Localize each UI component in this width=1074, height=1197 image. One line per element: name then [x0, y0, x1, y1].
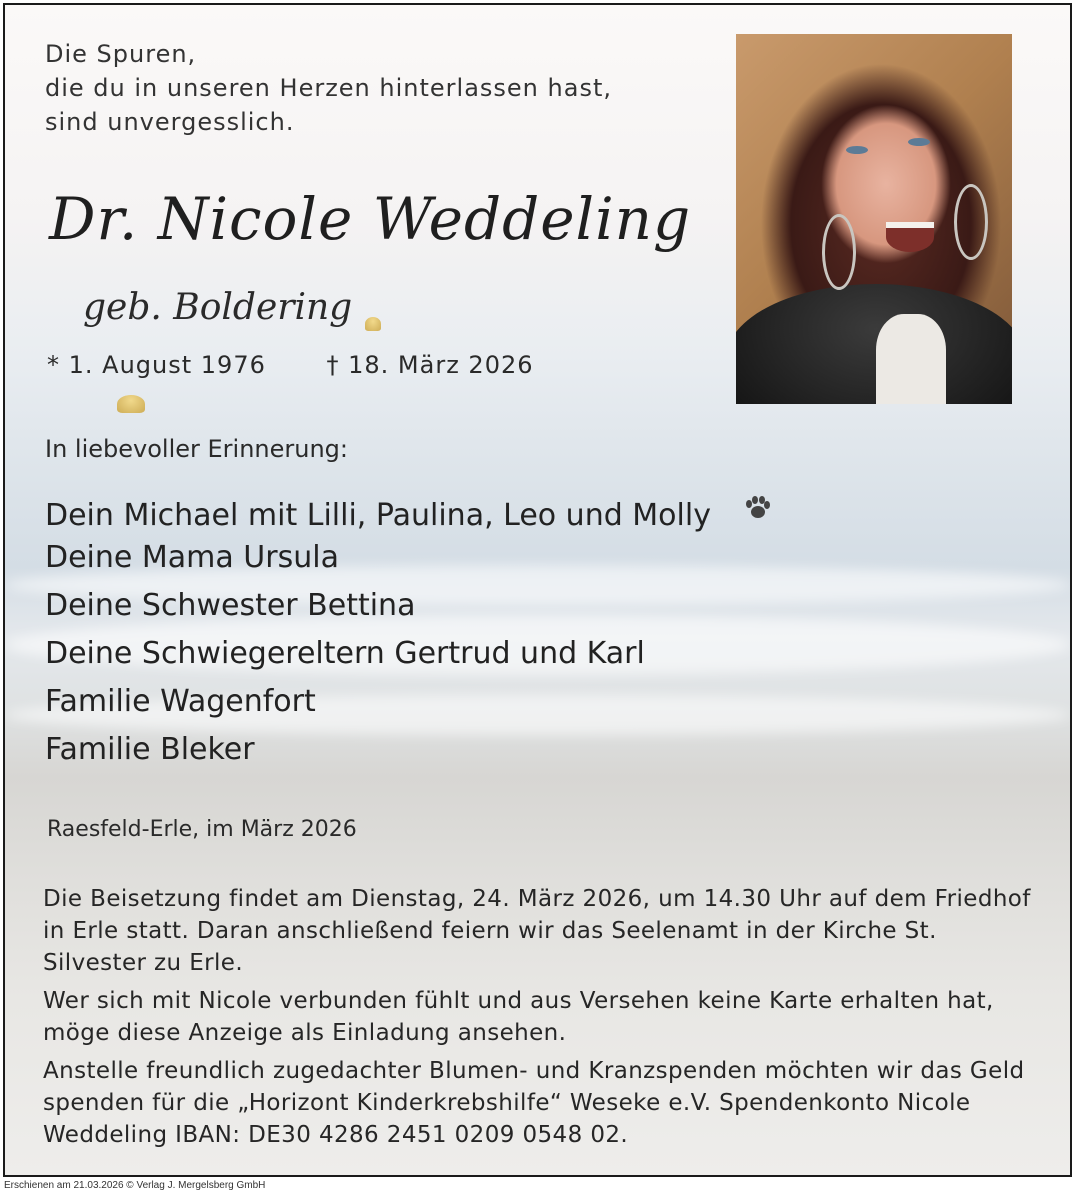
- place-date: Raesfeld-Erle, im März 2026: [47, 817, 357, 842]
- eye-shape: [846, 146, 868, 154]
- motto: [45, 37, 612, 139]
- memory-heading: In liebevoller Erinnerung:: [45, 435, 348, 463]
- invitation-paragraph: Wer sich mit Nicole verbunden fühlt und aus Versehen keine Karte erhalten hat, möge diese Anzeige als Einladung ansehen.: [43, 988, 994, 1046]
- deceased-name: Dr. Nicole Weddeling: [49, 185, 692, 253]
- smile-shape: [886, 222, 934, 252]
- life-dates: [47, 351, 534, 379]
- mourners-list: [45, 487, 771, 775]
- birth-name: geb. Boldering: [83, 287, 353, 328]
- obituary-notice: [3, 3, 1072, 1177]
- funeral-paragraph: Die Beisetzung findet am Dienstag, 24. März 2026, um 14.30 Uhr auf dem Friedhof in Erle statt. Daran anschließend feiern wir das Seelenamt in der Kirche St. Silvester zu Erle.: [43, 886, 1031, 976]
- mourner-line: [45, 487, 771, 535]
- publication-footer: Erschienen am 21.03.2026 © Verlag J. Mergelsberg GmbH: [4, 1180, 266, 1191]
- paw-print-icon: [743, 487, 771, 533]
- birth-date: * 1. August 1976: [47, 351, 266, 379]
- mourner-line: Familie Bleker: [45, 732, 255, 767]
- death-date: † 18. März 2026: [326, 351, 534, 379]
- funeral-info: [43, 883, 1043, 1157]
- mourner-line: Familie Wagenfort: [45, 684, 316, 719]
- mourner-name: Dein Michael mit Lilli, Paulina, Leo und Molly: [45, 498, 711, 533]
- mourner-line: Deine Schwester Bettina: [45, 588, 416, 623]
- earring-shape: [822, 214, 856, 290]
- eye-shape: [908, 138, 930, 146]
- motto-line: Die Spuren,: [45, 40, 197, 68]
- motto-line: die du in unseren Herzen hinterlassen hast,: [45, 74, 612, 102]
- mourner-line: Deine Schwiegereltern Gertrud und Karl: [45, 636, 645, 671]
- earring-shape: [954, 184, 988, 260]
- motto-line: sind unvergesslich.: [45, 108, 295, 136]
- jacket-shape: [736, 284, 1012, 404]
- shirt-shape: [876, 314, 946, 404]
- donation-paragraph: Anstelle freundlich zugedachter Blumen- und Kranzspenden möchten wir das Geld spenden für die „Horizont Kinderkrebshilfe“ Weseke e.V. Spendenkonto Nicole Weddeling IBAN: DE30 4286 2451 0209 0548 02.: [43, 1058, 1025, 1148]
- buoy-decoration: [365, 317, 381, 331]
- mourner-line: Deine Mama Ursula: [45, 540, 339, 575]
- portrait-photo: [736, 34, 1012, 404]
- buoy-decoration: [117, 395, 145, 413]
